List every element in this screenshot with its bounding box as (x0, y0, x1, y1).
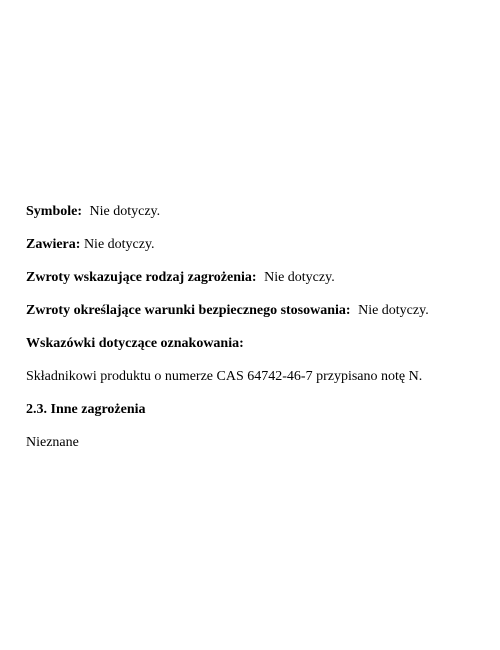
contains-line (26, 236, 480, 253)
contains-value: Nie dotyczy. (83, 237, 155, 252)
precautionary-statements-line (26, 302, 480, 319)
hazard-statements-label: Zwroty wskazujące rodzaj zagrożenia: (26, 270, 257, 285)
hazard-statements-line (26, 269, 480, 286)
symbols-label: Symbole: (26, 204, 82, 219)
labelling-guidance-label: Wskazówki dotyczące oznakowania: (26, 336, 244, 351)
symbols-value: Nie dotyczy. (89, 204, 161, 219)
section-heading-other-hazards: 2.3. Inne zagrożenia (26, 402, 146, 417)
document-content (26, 203, 480, 467)
symbols-line (26, 203, 480, 220)
contains-label: Zawiera: (26, 237, 81, 252)
precautionary-statements-label: Zwroty określające warunki bezpiecznego stosowania: (26, 303, 351, 318)
precautionary-statements-value: Nie dotyczy. (358, 303, 429, 318)
cas-note-text: Składnikowi produktu o numerze CAS 64742-46-7 przypisano notę N. (26, 369, 423, 384)
section-text-other-hazards: Nieznane (26, 435, 79, 450)
hazard-statements-value: Nie dotyczy. (264, 270, 335, 285)
labelling-guidance-line (26, 335, 480, 352)
